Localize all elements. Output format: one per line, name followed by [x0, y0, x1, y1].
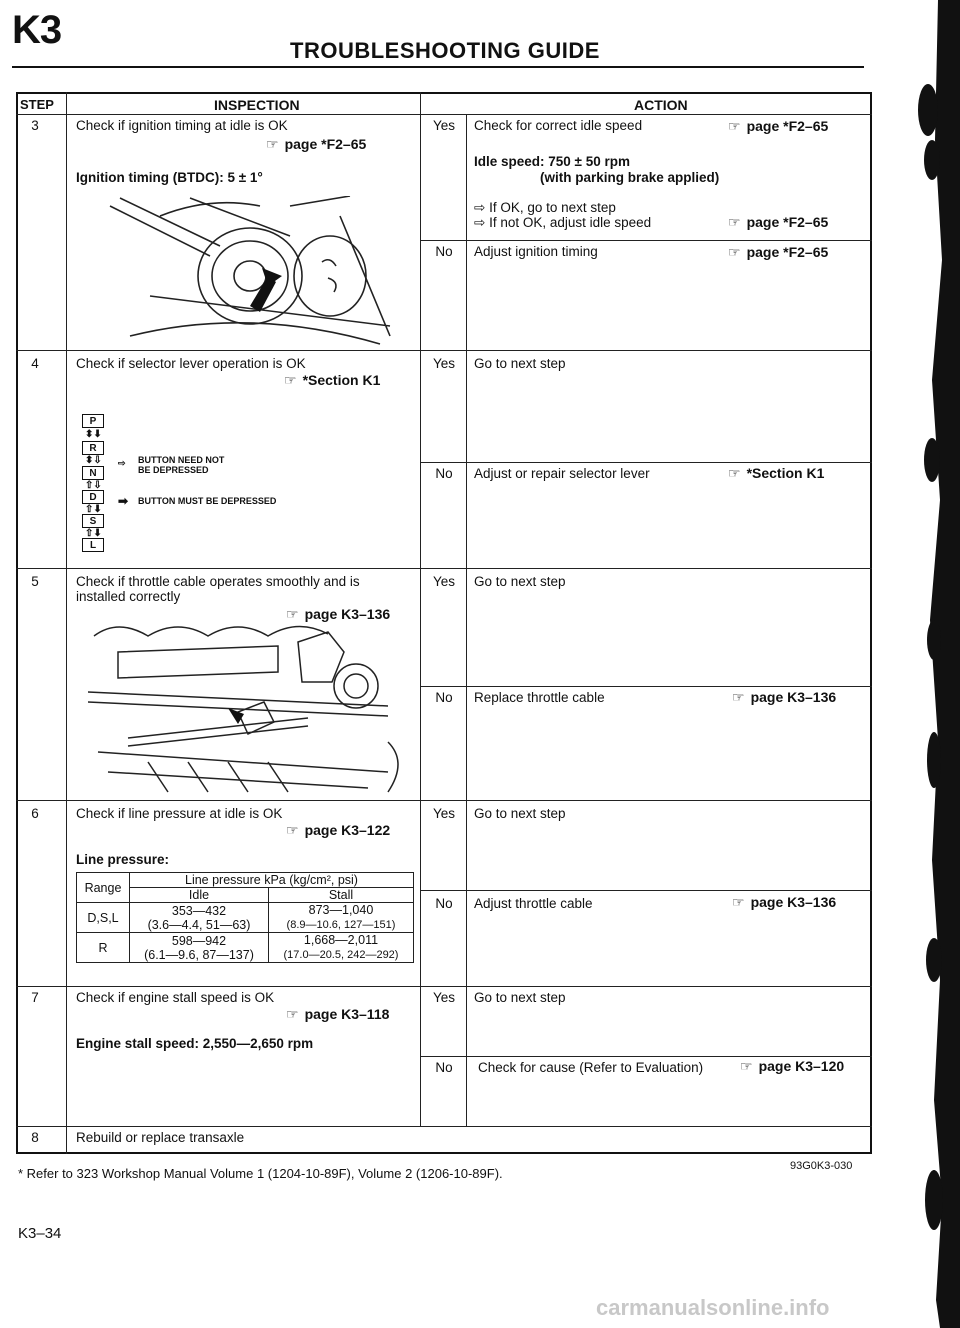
row-divider-6-7 — [16, 986, 872, 987]
row-divider-4-5 — [16, 568, 872, 569]
reference-label: page K3–136 — [304, 606, 391, 622]
step-column-divider — [66, 92, 67, 1154]
inspection-text: Check if selector lever operation is OK — [76, 356, 306, 371]
no-reference — [740, 1058, 844, 1075]
page-title: TROUBLESHOOTING GUIDE — [290, 38, 600, 63]
line-pressure-table — [76, 872, 414, 963]
no-label: No — [435, 896, 453, 911]
if-not-ok-label: If not OK, adjust idle speed — [489, 215, 652, 230]
reference-label: page *F2–65 — [746, 118, 829, 134]
binding-edge — [880, 0, 960, 1328]
step-number: 4 — [31, 356, 39, 371]
no-reference — [732, 894, 836, 911]
step-number: 8 — [31, 1130, 39, 1145]
no-reference — [728, 244, 828, 261]
inspection-reference — [286, 822, 390, 839]
inspection-text: Check if engine stall speed is OK — [76, 990, 275, 1005]
spec-idle-note: (with parking brake applied) — [540, 170, 720, 185]
section-code: K3 — [12, 8, 62, 52]
solid-arrow-icon: ⇧⬇ — [85, 528, 102, 539]
yes-reference — [728, 118, 828, 135]
r-stall-kpa: 1,668—2,011 — [303, 933, 379, 947]
action-header: ACTION — [634, 97, 688, 113]
yes-label: Yes — [432, 356, 456, 371]
step-number: 6 — [31, 806, 39, 821]
figure-code: 93G0K3-030 — [790, 1160, 853, 1172]
no-action: Adjust throttle cable — [474, 896, 593, 911]
button-not-depressed-note-2: BE DEPRESSED — [138, 465, 209, 475]
r-stall-alt: (17.0—20.5, 242—292) — [283, 949, 399, 961]
inspection-text-2: installed correctly — [76, 589, 181, 604]
open-arrow-icon: ⇨ — [474, 215, 490, 230]
step-number: 7 — [31, 990, 39, 1005]
reference-label: page K3–118 — [304, 1006, 390, 1022]
reference-label: page K3–136 — [750, 689, 837, 705]
no-action: Adjust ignition timing — [474, 244, 598, 259]
yes-no-column-divider — [466, 114, 467, 1126]
dsl-idle-alt: (3.6—4.4, 51—63) — [147, 917, 251, 932]
crankshaft-pulley-illustration — [90, 196, 410, 346]
yes-no-divider-7 — [420, 1056, 872, 1057]
no-label: No — [435, 466, 453, 481]
row-divider-5-6 — [16, 800, 872, 801]
pointing-hand-icon: ☞ — [740, 1058, 753, 1074]
inspection-text: Check if line pressure at idle is OK — [76, 806, 283, 821]
selector-position-d: D — [82, 490, 104, 504]
yes-no-divider-5 — [420, 686, 872, 687]
no-action: Replace throttle cable — [474, 690, 605, 705]
yes-no-divider-3 — [420, 240, 872, 241]
no-reference — [732, 689, 836, 706]
inspection-reference — [286, 1006, 389, 1023]
range-r: R — [77, 933, 130, 963]
table-row — [77, 933, 414, 963]
table-row — [77, 903, 414, 933]
if-ok-text — [474, 200, 616, 216]
button-not-depressed-note: BUTTON NEED NOT — [138, 455, 225, 465]
dsl-stall-value — [268, 903, 413, 933]
pointing-hand-icon: ☞ — [732, 894, 745, 910]
reference-label: page *F2–65 — [746, 244, 829, 260]
no-label: No — [435, 244, 453, 259]
no-label: No — [435, 690, 453, 705]
header-rule — [12, 66, 864, 68]
selector-position-r: R — [82, 441, 104, 455]
yes-no-divider-6 — [420, 890, 872, 891]
reference-label: page K3–136 — [750, 894, 837, 910]
inspection-reference — [286, 606, 390, 623]
pointing-hand-icon: ☞ — [266, 136, 279, 152]
yes-action: Go to next step — [474, 356, 566, 371]
step-number: 3 — [31, 118, 39, 133]
reference-label: *Section K1 — [746, 465, 825, 481]
yes-label: Yes — [432, 118, 456, 133]
pointing-hand-icon: ☞ — [286, 606, 299, 622]
pointing-hand-icon: ☞ — [728, 118, 741, 134]
inspection-text: Rebuild or replace transaxle — [76, 1130, 245, 1145]
solid-arrow-icon: ➡ — [118, 494, 129, 508]
dsl-stall-alt: (8.9—10.6, 127—151) — [286, 919, 396, 931]
inspection-header: INSPECTION — [214, 97, 300, 113]
spec-idle-speed: Idle speed: 750 ± 50 rpm — [474, 154, 630, 169]
stall-header: Stall — [268, 888, 413, 903]
reference-label: *Section K1 — [302, 372, 381, 388]
open-arrow-icon: ⇧⇩ — [85, 480, 102, 491]
yes-no-divider-4 — [420, 462, 872, 463]
step-number: 5 — [31, 574, 39, 589]
r-idle-value — [130, 933, 269, 963]
if-not-ok-reference — [728, 214, 828, 231]
step-header: STEP — [20, 97, 54, 112]
throttle-cable-illustration — [88, 622, 414, 796]
no-reference — [728, 465, 824, 482]
pointing-hand-icon: ☞ — [728, 244, 741, 260]
header-row-divider — [16, 114, 872, 115]
r-idle-kpa: 598—942 — [171, 933, 227, 948]
yes-action: Check for correct idle speed — [474, 118, 643, 133]
solid-arrow-icon: ⬍⬇ — [85, 429, 102, 440]
selector-position-s: S — [82, 514, 104, 528]
button-must-depressed-note: BUTTON MUST BE DEPRESSED — [138, 496, 277, 506]
inspection-text: Check if throttle cable operates smoothly and is — [76, 574, 360, 589]
row-divider-3-4 — [16, 350, 872, 351]
inspection-reference — [266, 136, 366, 153]
r-idle-alt: (6.1—9.6, 87—137) — [144, 947, 254, 962]
if-not-ok-text — [474, 215, 651, 231]
range-header: Range — [77, 873, 130, 903]
pointing-hand-icon: ☞ — [728, 214, 741, 230]
solid-arrow-icon: ⇧⬇ — [85, 504, 102, 515]
open-arrow-icon: ⇨ — [118, 458, 126, 468]
pointing-hand-icon: ☞ — [286, 822, 299, 838]
pointing-hand-icon: ☞ — [286, 1006, 299, 1022]
spec-line-pressure-label: Line pressure: — [76, 852, 170, 867]
open-arrow-icon: ⬍⇩ — [85, 455, 102, 466]
inspection-text: Check if ignition timing at idle is OK — [76, 118, 288, 133]
reference-label: page K3–120 — [758, 1058, 845, 1074]
watermark: carmanualsonline.info — [596, 1295, 830, 1320]
spec-engine-stall-speed: Engine stall speed: 2,550—2,650 rpm — [76, 1036, 314, 1051]
footnote: * Refer to 323 Workshop Manual Volume 1 (1204-10-89F), Volume 2 (1206-10-89F). — [18, 1166, 503, 1181]
selector-position-l: L — [82, 538, 104, 552]
if-ok-label: If OK, go to next step — [489, 200, 616, 215]
no-action: Check for cause (Refer to Evaluation) — [478, 1060, 704, 1075]
row-divider-7-8 — [16, 1126, 872, 1127]
dsl-idle-kpa: 353—432 — [171, 903, 227, 918]
yes-label: Yes — [432, 806, 456, 821]
r-stall-value — [268, 933, 413, 963]
page-number: K3–34 — [18, 1225, 62, 1242]
open-arrow-icon: ⇨ — [474, 200, 490, 215]
inspection-reference — [284, 372, 380, 389]
line-pressure-header: Line pressure kPa (kg/cm², psi) — [130, 873, 414, 888]
reference-label: page *F2–65 — [284, 136, 367, 152]
range-dsl: D,S,L — [77, 903, 130, 933]
dsl-stall-kpa: 873—1,040 — [308, 903, 374, 917]
pointing-hand-icon: ☞ — [732, 689, 745, 705]
reference-label: page *F2–65 — [746, 214, 829, 230]
selector-position-p: P — [82, 414, 104, 428]
no-label: No — [435, 1060, 453, 1075]
no-action: Adjust or repair selector lever — [474, 466, 650, 481]
reference-label: page K3–122 — [304, 822, 391, 838]
yes-action: Go to next step — [474, 806, 566, 821]
yes-action: Go to next step — [474, 990, 566, 1005]
spec-ignition-timing: Ignition timing (BTDC): 5 ± 1° — [76, 170, 263, 185]
yes-label: Yes — [432, 574, 456, 589]
yes-action: Go to next step — [474, 574, 566, 589]
yes-label: Yes — [432, 990, 456, 1005]
dsl-idle-value — [130, 903, 269, 933]
pointing-hand-icon: ☞ — [284, 372, 297, 388]
selector-position-n: N — [82, 466, 104, 480]
idle-header: Idle — [130, 888, 269, 903]
pointing-hand-icon: ☞ — [728, 465, 741, 481]
